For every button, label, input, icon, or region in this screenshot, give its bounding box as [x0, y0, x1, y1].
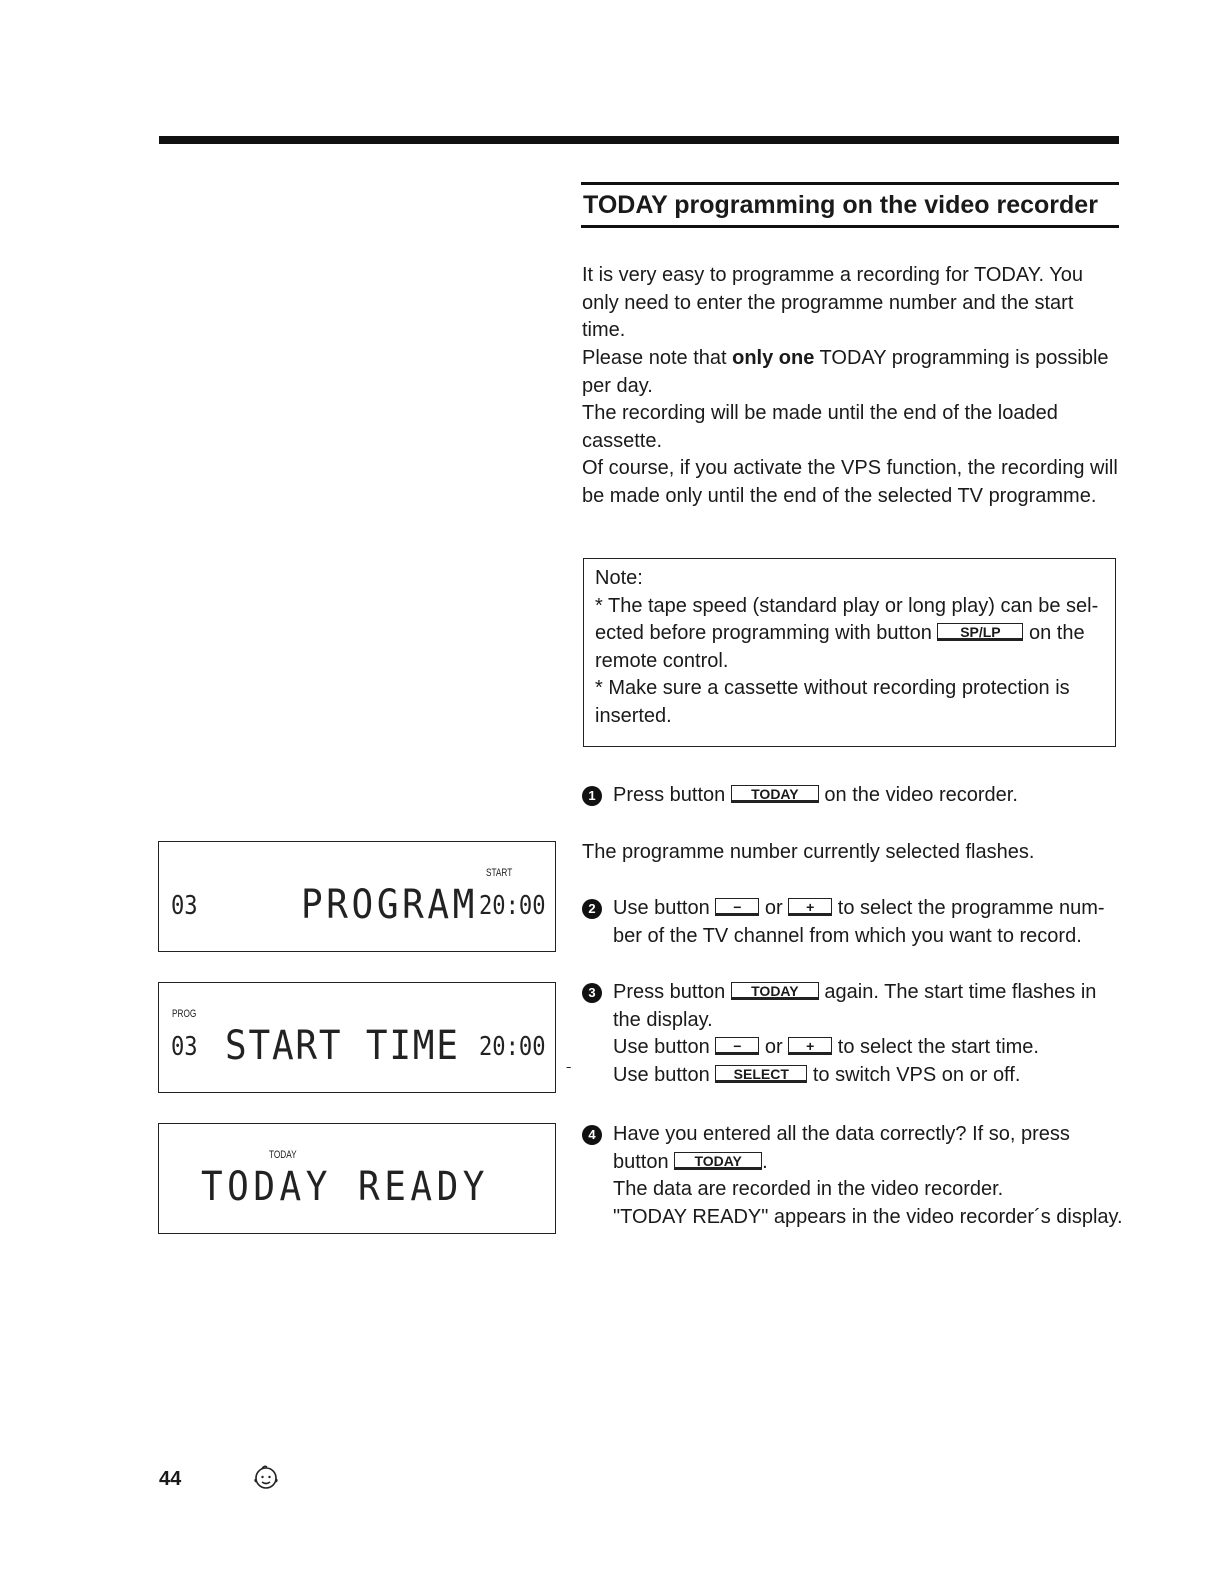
note-text: on the: [1028, 622, 1085, 645]
note-item-1-line-1: * The tape speed (standard play or long play) can be sel-: [595, 594, 1099, 617]
lcd-label: PROG: [172, 1008, 197, 1020]
lcd-text: PROGRAM: [301, 882, 478, 928]
lcd-text: START TIME: [225, 1023, 460, 1069]
step-text: Use button: [613, 1063, 710, 1086]
intro-paragraph-2: [582, 345, 1122, 400]
child-face-icon: [252, 1463, 280, 1491]
page-title: TODAY programming on the video recorder: [583, 191, 1098, 219]
note-heading: Note:: [595, 567, 643, 589]
plus-button: +: [788, 1037, 832, 1055]
step-text: to switch VPS on or off.: [812, 1063, 1021, 1086]
lcd-prog-number: 03: [171, 1032, 198, 1062]
lcd-prog-number: 03: [171, 891, 198, 921]
step-text: ber of the TV channel from which you want to record.: [613, 924, 1082, 947]
today-button: TODAY: [731, 785, 819, 803]
sp-lp-button: SP/LP: [937, 623, 1023, 641]
note-box: [583, 558, 1116, 747]
intro-p2-end: TODAY programming is possible per day.: [582, 347, 1109, 397]
intro-p2-bold: only one: [732, 347, 815, 369]
step-number-2: 2: [582, 899, 602, 919]
step-text: The data are recorded in the video recorder.: [613, 1178, 1004, 1201]
lcd-time: 20:00: [479, 891, 546, 921]
note-item-1-line-3: remote control.: [595, 649, 729, 672]
step-number-3: 3: [582, 983, 602, 1003]
note-item-1-line-2: [595, 620, 1105, 648]
lcd-display-program: [158, 841, 556, 952]
step-text: "TODAY READY" appears in the video recorder´s display.: [613, 1205, 1123, 1228]
step-text: button: [613, 1150, 669, 1173]
step-text: to select the programme num-: [837, 897, 1105, 919]
lcd-label: START: [486, 867, 513, 879]
step-text: .: [762, 1150, 768, 1173]
step-text: on the video recorder.: [824, 784, 1018, 806]
lcd-time: 20:00: [479, 1032, 546, 1062]
step-text: or: [764, 897, 783, 919]
lcd-label: TODAY: [269, 1149, 297, 1161]
title-box: [581, 182, 1119, 228]
step-number-4: 4: [582, 1125, 602, 1145]
step-text: Have you entered all the data correctly? If so, press: [613, 1123, 1070, 1145]
minus-button: −: [715, 1037, 759, 1055]
intro-paragraph-3: The recording will be made until the end of the loaded cassette.: [582, 402, 1058, 452]
note-item-2-line-2: inserted.: [595, 704, 672, 727]
minus-button: −: [715, 898, 759, 916]
lcd-display-start-time: [158, 982, 556, 1093]
top-rule: [159, 136, 1119, 144]
page-number: 44: [159, 1468, 182, 1490]
flash-text: The programme number currently selected flashes.: [582, 841, 1035, 863]
lcd-display-today-ready: [158, 1123, 556, 1234]
note-text: ected before programming with button: [595, 622, 932, 645]
step-number-1: 1: [582, 786, 602, 806]
intro-paragraph-4: Of course, if you activate the VPS function, the recording will be made only until the end of the selected TV programme.: [582, 457, 1118, 507]
step-text: Press button: [613, 981, 726, 1003]
step-text: Use button: [613, 1036, 710, 1059]
intro-p2-start: Please note that: [582, 347, 733, 369]
select-button: SELECT: [715, 1065, 807, 1083]
today-button: TODAY: [731, 982, 819, 1000]
step-text: Use button: [613, 897, 710, 919]
lcd-text: TODAY READY: [201, 1164, 489, 1210]
today-button: TODAY: [674, 1152, 762, 1170]
plus-button: +: [788, 898, 832, 916]
step-text: to select the start time.: [837, 1036, 1039, 1059]
step-text: again. The start time flashes in: [824, 981, 1097, 1003]
note-item-2-line-1: * Make sure a cassette without recording protection is: [595, 677, 1070, 700]
step-text: the display.: [613, 1008, 713, 1031]
step-text: Press button: [613, 784, 726, 806]
margin-mark: ˍ: [566, 1053, 572, 1070]
step-text: or: [764, 1036, 783, 1059]
intro-paragraph-1: It is very easy to programme a recording for TODAY. You only need to enter the programme number and the start time.: [582, 264, 1083, 342]
